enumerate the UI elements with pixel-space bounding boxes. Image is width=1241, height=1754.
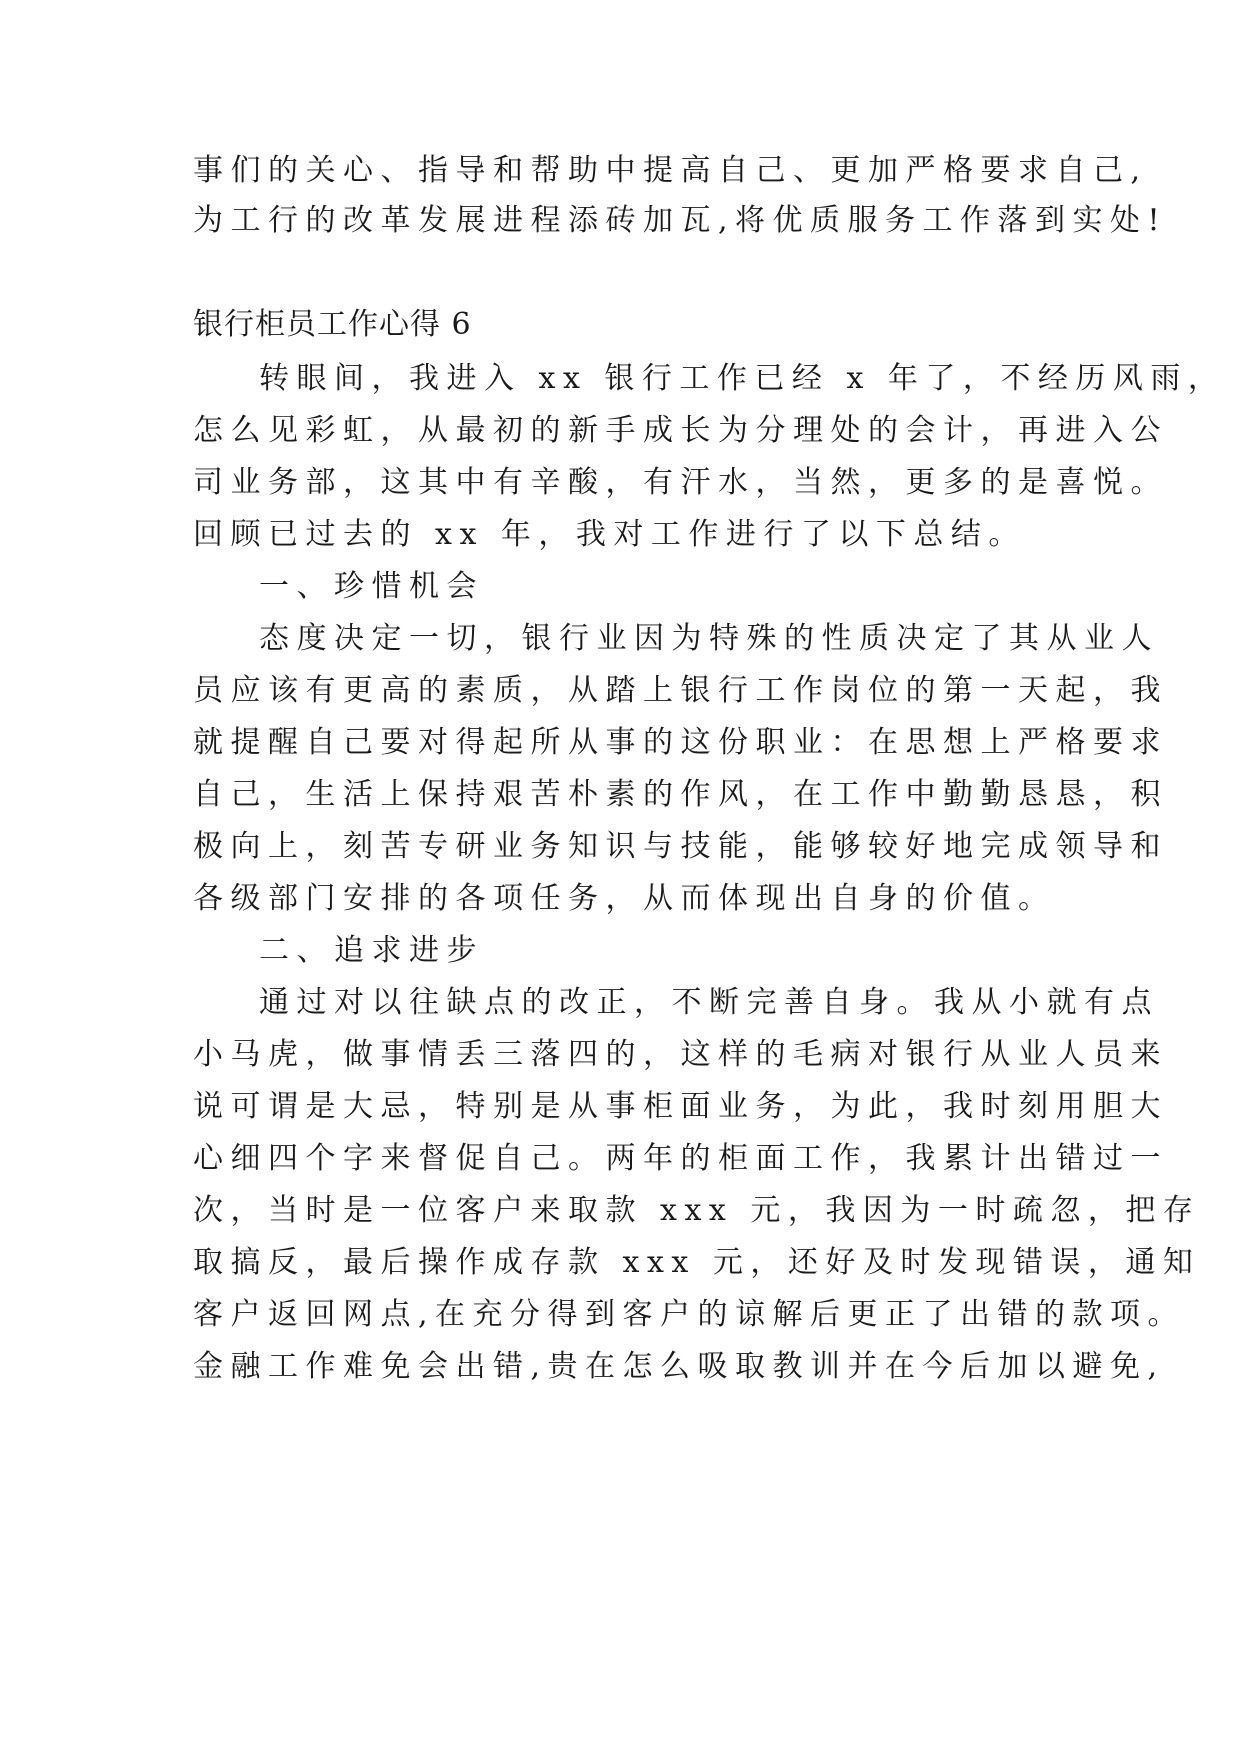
para1-line-4: 回顾已过去的 xx 年，我对工作进行了以下总结。	[193, 517, 1026, 552]
para2-line-1: 态度决定一切，银行业因为特殊的性质决定了其从业人	[259, 621, 1159, 656]
para3-line-2: 小马虎，做事情丢三落四的，这样的毛病对银行从业人员来	[193, 1037, 1168, 1072]
para3-line-5: 次，当时是一位客户来取款 xxx 元，我因为一时疏忽，把存	[193, 1193, 1201, 1228]
para1-line-3: 司业务部，这其中有辛酸，有汗水，当然，更多的是喜悦。	[193, 465, 1168, 500]
para3-line-8: 金融工作难免会出错,贵在怎么吸取教训并在今后加以避免,	[193, 1349, 1165, 1384]
para2-line-2: 员应该有更高的素质，从踏上银行工作岗位的第一天起，我	[193, 673, 1168, 708]
para3-line-1: 通过对以往缺点的改正，不断完善自身。我从小就有点	[259, 985, 1159, 1020]
para3-line-6: 取搞反，最后操作成存款 xxx 元，还好及时发现错误，通知	[193, 1245, 1201, 1280]
heading-pursue-progress: 二、追求进步	[259, 933, 484, 968]
para3-line-4: 心细四个字来督促自己。两年的柜面工作，我累计出错过一	[193, 1141, 1168, 1176]
para3-line-7: 客户返回网点,在充分得到客户的谅解后更正了出错的款项。	[193, 1297, 1186, 1332]
intro-line-2: 为工行的改革发展进程添砖加瓦,将优质服务工作落到实处!	[193, 203, 1168, 238]
para2-line-5: 极向上，刻苦专研业务知识与技能，能够较好地完成领导和	[193, 829, 1168, 864]
para2-line-3: 就提醒自己要对得起所从事的这份职业：在思想上严格要求	[193, 725, 1168, 760]
para2-line-6: 各级部门安排的各项任务，从而体现出自身的价值。	[193, 881, 1056, 916]
section-title: 银行柜员工作心得 6	[193, 307, 472, 342]
para1-line-2: 怎么见彩虹，从最初的新手成长为分理处的会计，再进入公	[193, 413, 1168, 448]
para1-line-1: 转眼间，我进入 xx 银行工作已经 x 年了，不经历风雨，	[259, 361, 1226, 396]
heading-cherish-opportunity: 一、珍惜机会	[259, 569, 484, 604]
para2-line-4: 自己，生活上保持艰苦朴素的作风，在工作中勤勤恳恳，积	[193, 777, 1168, 812]
intro-line-1: 事们的关心、指导和帮助中提高自己、更加严格要求自己,	[193, 153, 1148, 188]
para3-line-3: 说可谓是大忌，特别是从事柜面业务，为此，我时刻用胆大	[193, 1089, 1168, 1124]
